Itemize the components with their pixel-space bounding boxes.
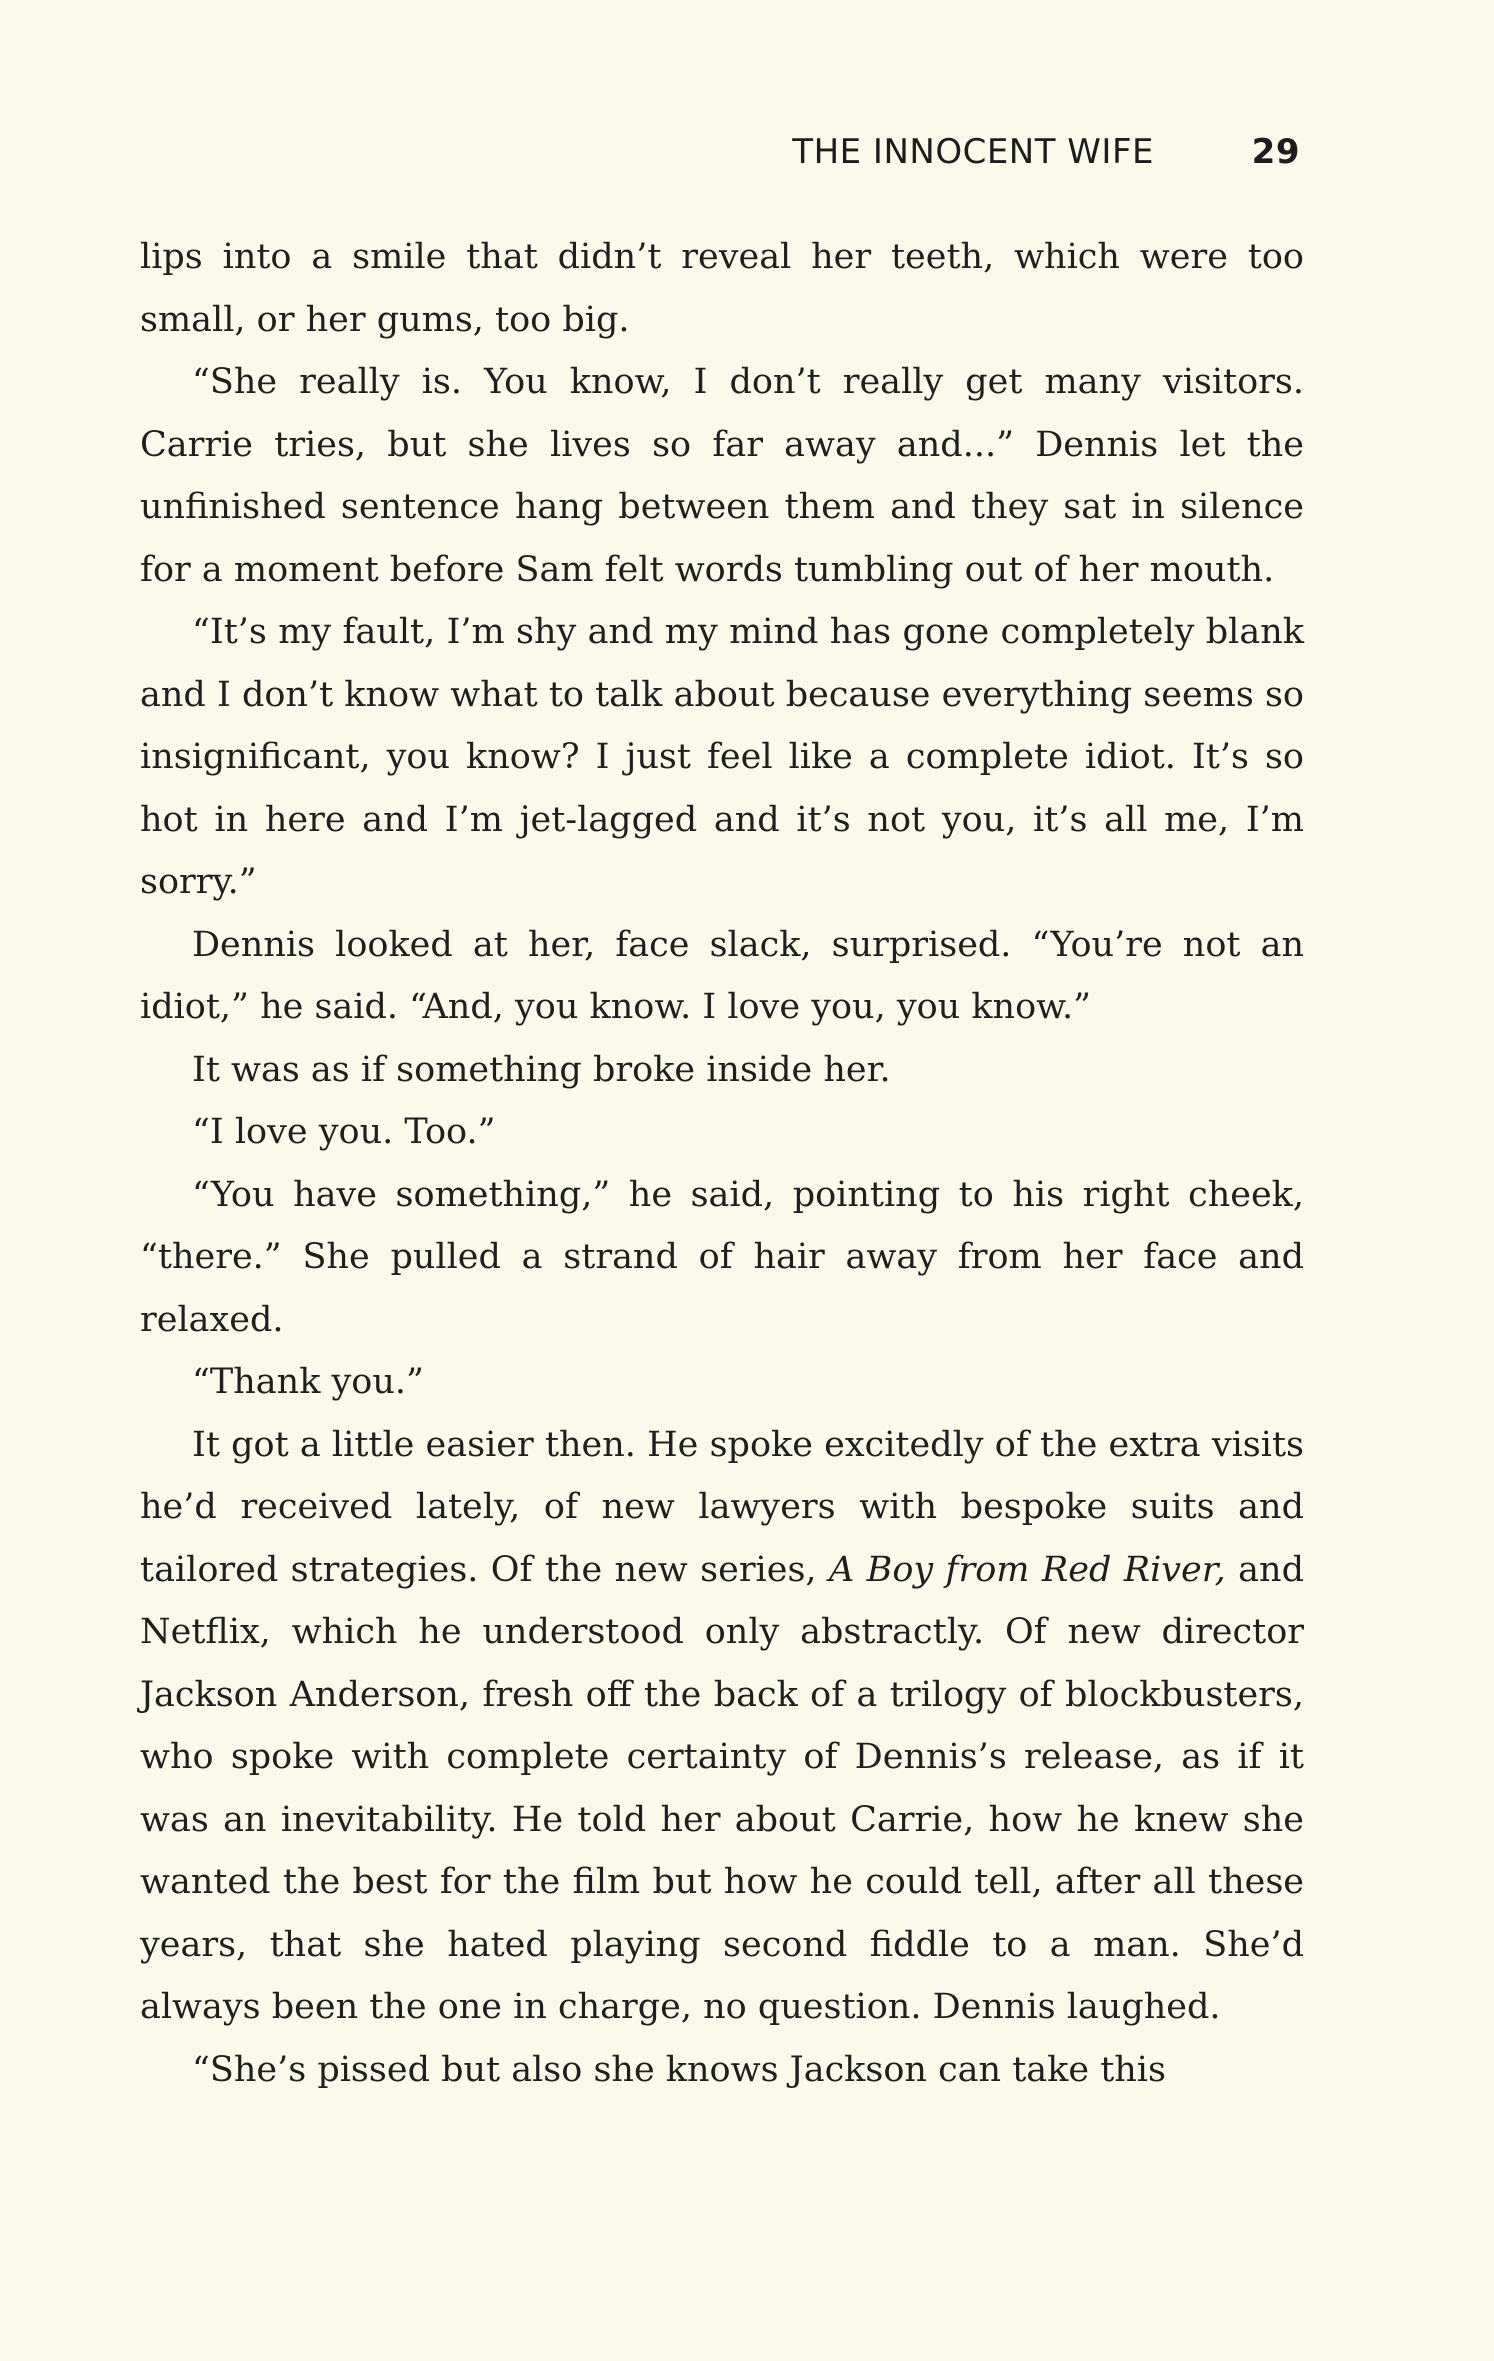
paragraph: “It’s my fault, I’m shy and my mind has gone completely blank and I don’t know what to talk about because everything seems so insignificant, you know? I just feel like a complete idiot. It’s so hot in here and I’m jet-lagged and it’s not you, it’s all me, I’m sorry.” [140,612,1304,902]
running-header [140,128,1304,188]
series-title-italic: A Boy from Red River, [828,1549,1226,1590]
paragraph: “She really is. You know, I don’t really get many visitors. Carrie tries, but she lives so far away and...” Dennis let the unfinished sentence hang between them and they sat in silence for a moment before Sam felt words tumbling out of her mouth. [140,362,1304,590]
paragraph-text: and Netflix, which he understood only abstractly. Of new director Jackson Anderson, fresh off the back of a trilogy of blockbusters, who spoke with complete certainty of Dennis’s release, as if it was an inevitability. He told her about Carrie, how he knew she wanted the best for the film but how he could tell, after all these years, that she hated playing second fiddle to a man. She’d always been the one in charge, no question. Dennis laughed. [140,1549,1304,2027]
paragraph [140,1414,1304,2039]
paragraph: lips into a smile that didn’t reveal her teeth, which were too small, or her gums, too big. [140,237,1304,340]
paragraph: “Thank you.” [192,1362,424,1402]
page-number: 29 [1251,132,1300,172]
paragraph: Dennis looked at her, face slack, surprised. “You’re not an idiot,” he said. “And, you know. I love you, you know.” [140,924,1304,1027]
paragraph: “She’s pissed but also she knows Jackson can take this [192,2049,1166,2090]
paragraph-text: It got a little easier then. He spoke excitedly of the extra visits he’d received lately, of new lawyers with bespoke suits and tailored strategies. Of the new series, [140,1424,1304,1590]
paragraph: It was as if something broke inside her. [192,1049,891,1090]
paragraph: “You have something,” he said, pointing to his right cheek, “there.” She pulled a strand of hair away from her face and relaxed. [140,1174,1304,1340]
running-title: THE INNOCENT WIFE [792,132,1154,172]
body-text [140,226,1304,2101]
paragraph: “I love you. Too.” [192,1112,496,1152]
